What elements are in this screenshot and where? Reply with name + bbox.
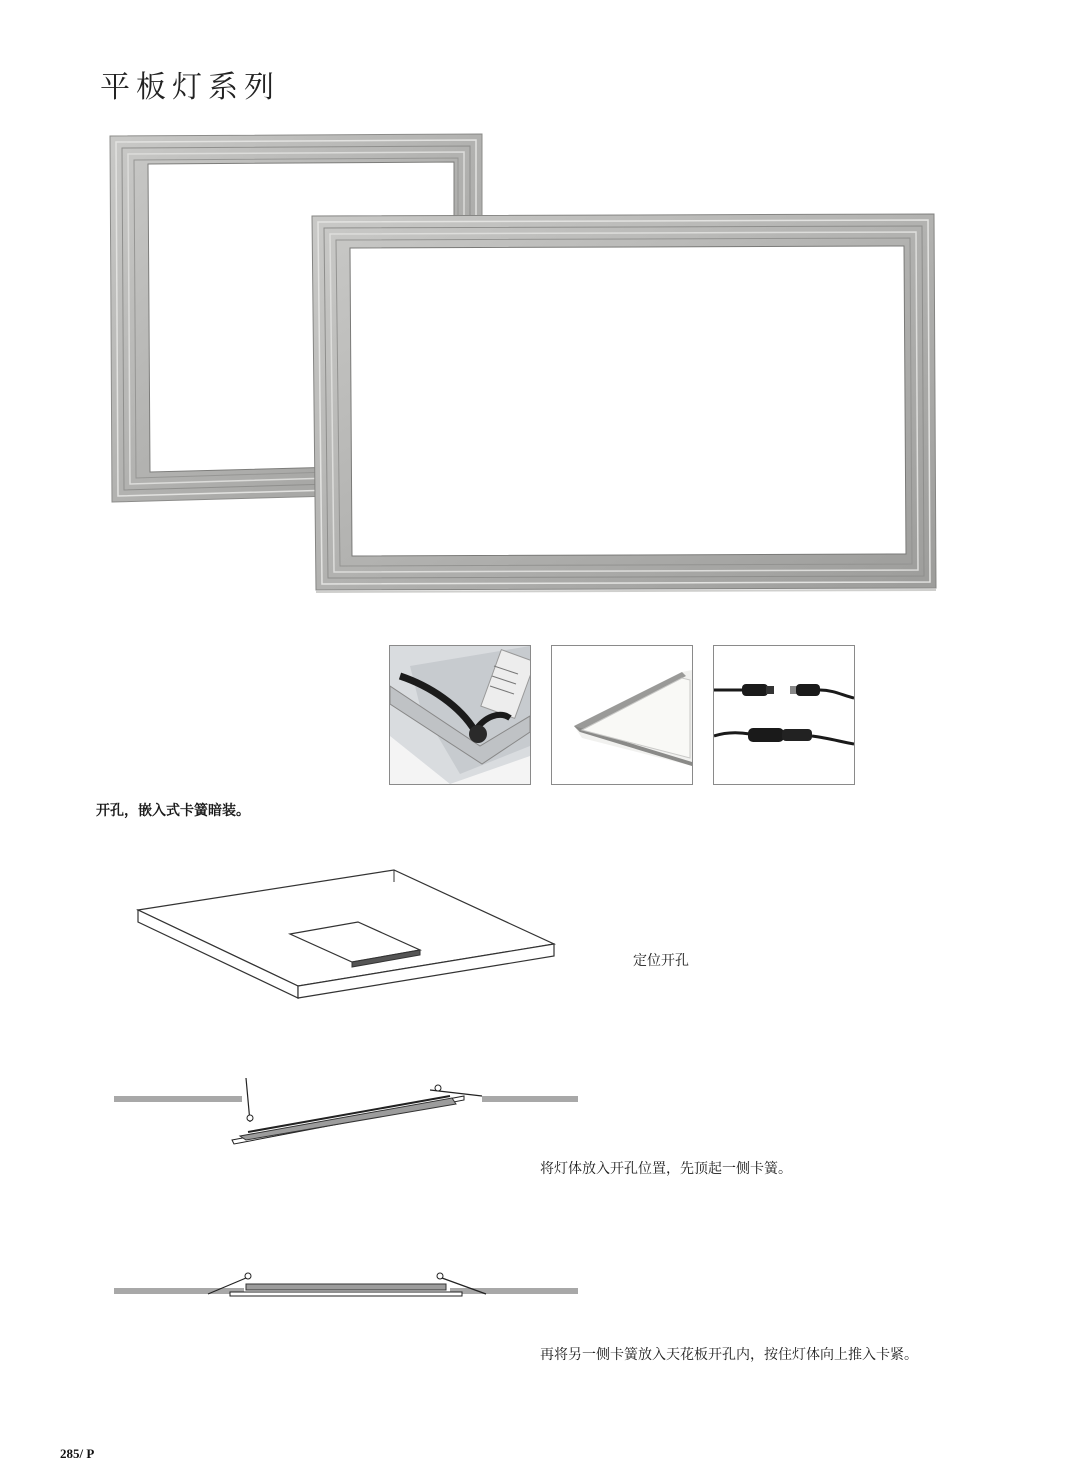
insert-tilted-diagram bbox=[112, 1070, 582, 1150]
page-number: 285/ P bbox=[60, 1446, 95, 1461]
rectangle-panel-light bbox=[312, 214, 936, 592]
panel-edge-thumbnail bbox=[551, 645, 693, 785]
main-product-image bbox=[100, 120, 960, 600]
step-1-label: 定位开孔 bbox=[633, 953, 689, 969]
dc-connector-thumbnail bbox=[713, 645, 855, 785]
step-3-label: 再将另一侧卡簧放入天花板开孔内，按住灯体向上推入卡紧。 bbox=[540, 1347, 918, 1363]
panel-lights-illustration bbox=[100, 120, 960, 600]
push-flush-diagram bbox=[112, 1264, 582, 1312]
installation-method: 开孔，嵌入式卡簧暗装。 bbox=[96, 803, 250, 819]
back-corner-driver-thumbnail bbox=[389, 645, 531, 785]
ceiling-cutout-diagram bbox=[130, 864, 560, 1000]
page-title: 平板灯系列 bbox=[100, 70, 280, 105]
step-2-label: 将灯体放入开孔位置，先顶起一侧卡簧。 bbox=[540, 1161, 792, 1177]
